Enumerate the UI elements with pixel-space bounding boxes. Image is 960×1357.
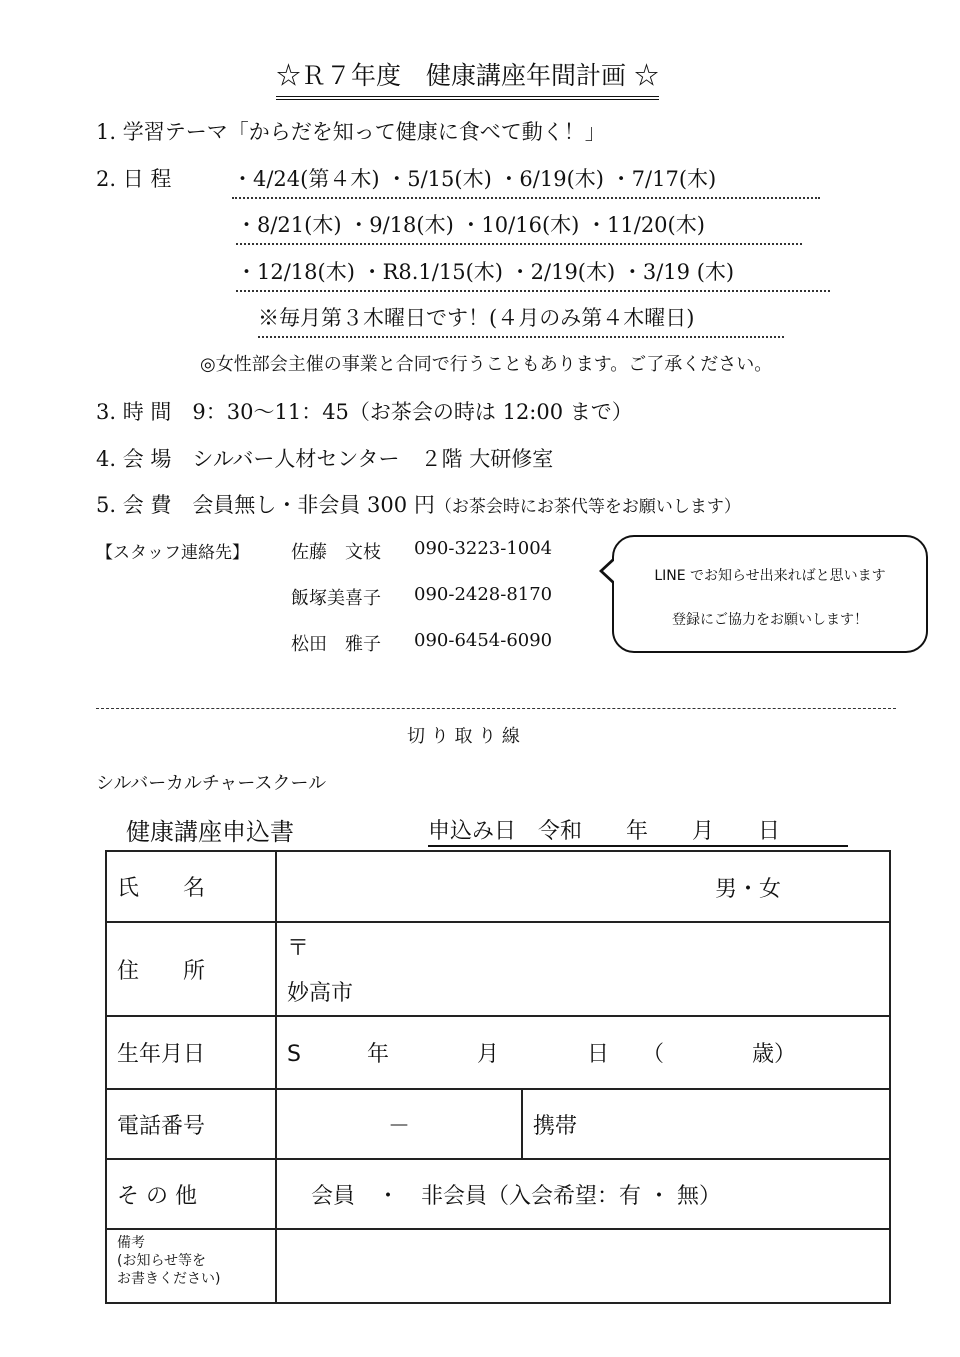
fee-text: 5. 会 費 会員無し・非会員 300 円	[96, 493, 435, 517]
remarks-field[interactable]	[276, 1229, 890, 1303]
schedule-row: ・8/21(木) ・9/18(木) ・10/16(木) ・11/20(木)	[236, 209, 802, 245]
form-title: 健康講座申込書	[126, 818, 294, 846]
staff-name: 佐藤 文枝	[291, 542, 381, 563]
staff-name: 松田 雅子	[291, 634, 381, 655]
schedule-note: ※毎月第３木曜日です！(４月のみ第４木曜日)	[258, 302, 784, 338]
venue: 4. 会 場 シルバー人材センター ２階 大研修室	[96, 447, 554, 471]
application-date: 申込み日 令和 年 月 日	[428, 814, 848, 847]
label-other: そ の 他	[106, 1159, 276, 1229]
membership-field[interactable]: 会員 ・ 非会員（入会希望：有 ・ 無）	[276, 1159, 890, 1229]
fee-note: （お茶会時にお茶代等をお願いします）	[434, 497, 741, 517]
birth-field[interactable]: S 年 月 日 （ 歳）	[276, 1016, 890, 1089]
org-name: シルバーカルチャースクール	[96, 773, 327, 794]
schedule-row: ・12/18(木) ・R8.1/15(木) ・2/19(木) ・3/19 (木)	[236, 256, 830, 292]
mobile-field[interactable]: 携帯	[522, 1089, 890, 1159]
staff-name: 飯塚美喜子	[291, 588, 381, 609]
schedule-label: 2. 日 程	[96, 167, 172, 191]
schedule-row: ・4/24(第４木) ・5/15(木) ・6/19(木) ・7/17(木)	[232, 163, 820, 199]
time: 3. 時 間 9：30～11：45（お茶会の時は 12:00 まで）	[96, 400, 633, 424]
bubble-line: LINE でお知らせ出来ればと思います	[654, 568, 886, 584]
phone-field[interactable]: －	[276, 1089, 522, 1159]
postal-mark: 〒	[287, 936, 310, 961]
bubble-line: 登録にご協力をお願いします！	[672, 612, 868, 628]
cut-line-label: 切 り 取 り 線	[407, 726, 520, 747]
address-field[interactable]	[276, 922, 890, 1016]
staff-phone: 090-6454-6090	[414, 630, 553, 651]
joint-note: ◎女性部会主催の事業と合同で行うこともあります。ご了承ください。	[200, 354, 773, 375]
label-birth: 生年月日	[106, 1016, 276, 1089]
staff-phone: 090-2428-8170	[414, 584, 553, 605]
gender-select[interactable]: 男・女	[715, 877, 782, 902]
name-field[interactable]	[276, 851, 890, 922]
page-title: ☆Ｒ７年度 健康講座年間計画 ☆	[276, 56, 659, 100]
application-form	[105, 850, 891, 1304]
line-speech-bubble	[612, 535, 928, 653]
label-name: 氏 名	[106, 851, 276, 922]
cut-line	[96, 708, 896, 709]
theme: 1. 学習テーマ「からだを知って健康に食べて動く！」	[96, 120, 606, 144]
fee	[96, 489, 741, 519]
staff-phone: 090-3223-1004	[414, 538, 553, 559]
staff-label: 【スタッフ連絡先】	[96, 543, 249, 563]
label-remarks: 備考 (お知らせ等を お書きください)	[106, 1229, 276, 1303]
label-address: 住 所	[106, 922, 276, 1016]
label-phone: 電話番号	[106, 1089, 276, 1159]
city: 妙高市	[287, 981, 354, 1006]
